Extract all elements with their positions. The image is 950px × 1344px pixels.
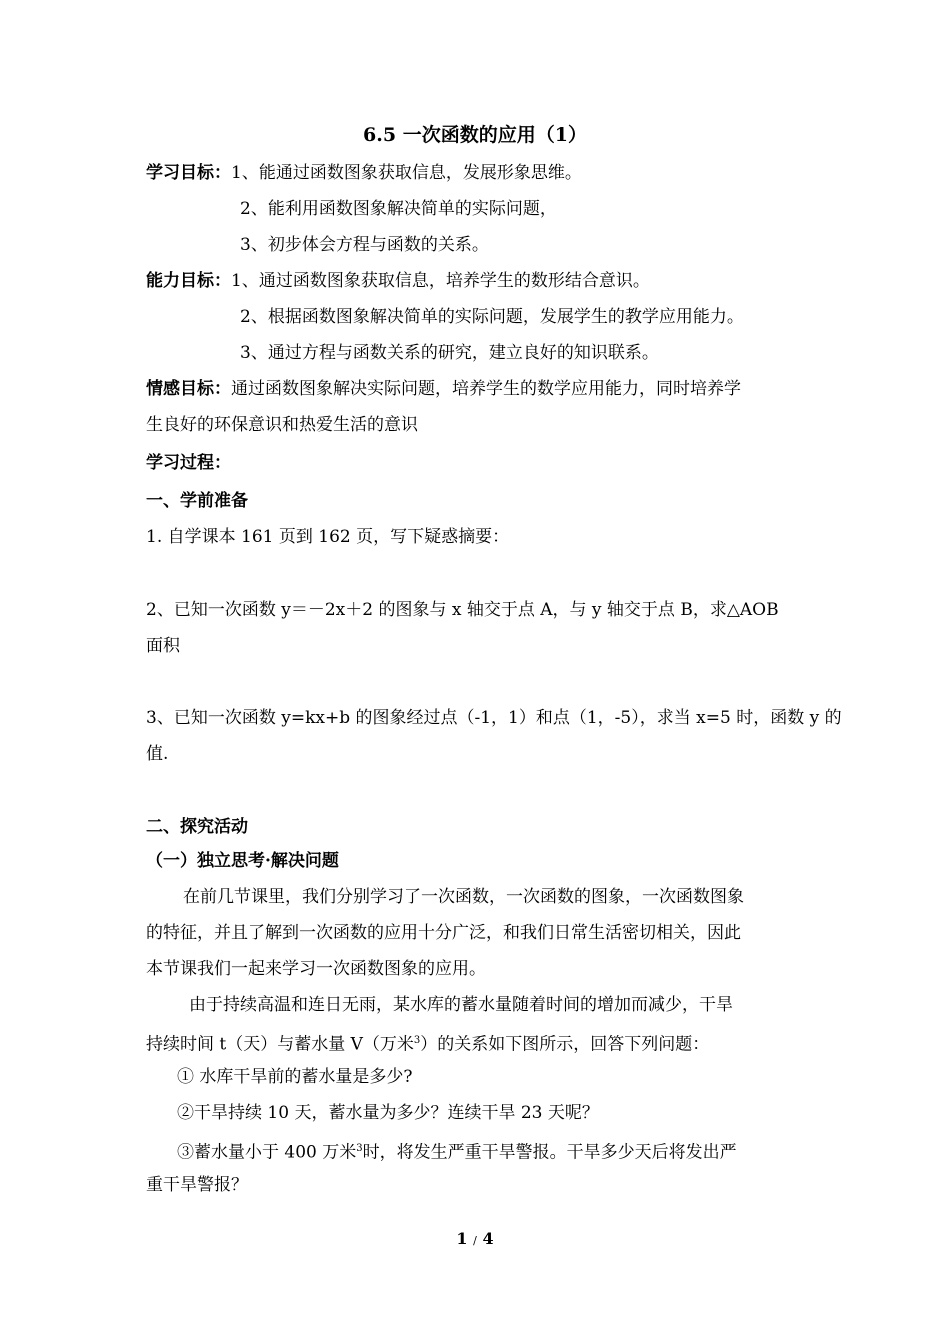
page-separator: /: [473, 1234, 477, 1247]
cube-superscript: 3: [413, 1035, 421, 1046]
emotion-goals-text-cont: 生良好的环保意识和热爱生活的意识: [146, 415, 418, 435]
question-a: ① 水库干旱前的蓄水量是多少?: [177, 1067, 413, 1087]
question-c-text-a: ③蓄水量小于 400 万米: [177, 1142, 357, 1163]
learning-goal-2: 2、能利用函数图象解决简单的实际问题，: [240, 199, 557, 219]
ability-goal-2: 2、根据函数图象解决简单的实际问题，发展学生的教学应用能力。: [240, 307, 744, 327]
current-page: 1: [456, 1229, 468, 1248]
emotion-goals-row: [146, 377, 741, 401]
prep-question-1: 1. 自学课本 161 页到 162 页，写下疑惑摘要：: [146, 527, 510, 547]
problem-paragraph-line-1: 由于持续高温和连日无雨，某水库的蓄水量随着时间的增加而减少，干旱: [189, 995, 733, 1015]
prep-question-2-cont: 面积: [146, 636, 180, 656]
problem-text-a: 持续时间 t（天）与蓄水量 V（万米: [146, 1034, 414, 1055]
problem-text-b: ）的关系如下图所示，回答下列问题：: [420, 1034, 710, 1055]
ability-goal-1: 1、通过函数图象获取信息，培养学生的数形结合意识。: [231, 271, 650, 291]
learning-goal-1: 1、能通过函数图象获取信息，发展形象思维。: [231, 163, 582, 183]
process-heading: 学习过程：: [146, 453, 231, 473]
problem-paragraph-line-2: [146, 1029, 709, 1057]
question-c-cont: 重干旱警报？: [146, 1175, 248, 1195]
learning-goals-label: 学习目标：: [146, 163, 231, 183]
question-c-text-b: 时，将发生严重干旱警报。干旱多少天后将发出严: [362, 1142, 737, 1163]
intro-paragraph-line-3: 本节课我们一起来学习一次函数图象的应用。: [146, 959, 486, 979]
intro-paragraph-line-2: 的特征，并且了解到一次函数的应用十分广泛，和我们日常生活密切相关，因此: [146, 923, 741, 943]
prep-question-3-cont: 值.: [146, 744, 169, 764]
section1-heading: 一、学前准备: [146, 491, 248, 511]
learning-goal-3: 3、初步体会方程与函数的关系。: [240, 235, 489, 255]
section2-subheading: （一）独立思考·解决问题: [146, 851, 339, 871]
question-b: ②干旱持续 10 天，蓄水量为多少？连续干旱 23 天呢？: [177, 1103, 599, 1123]
total-pages: 4: [482, 1229, 494, 1248]
cube-superscript: 3: [356, 1143, 363, 1154]
emotion-goals-text: 通过函数图象解决实际问题，培养学生的数学应用能力，同时培养学: [231, 379, 741, 399]
learning-goals-row: [146, 161, 582, 185]
ability-goals-row: [146, 269, 650, 293]
section2-heading: 二、探究活动: [146, 817, 248, 837]
prep-question-2: 2、已知一次函数 y＝－2x＋2 的图象与 x 轴交于点 A，与 y 轴交于点 B，求△AOB: [146, 600, 779, 620]
intro-paragraph-line-1: 在前几节课里，我们分别学习了一次函数，一次函数的图象，一次函数图象: [183, 887, 744, 907]
ability-goal-3: 3、通过方程与函数关系的研究，建立良好的知识联系。: [240, 343, 659, 363]
page-number: [0, 1228, 950, 1252]
question-c: [177, 1137, 737, 1165]
ability-goals-label: 能力目标：: [146, 271, 231, 291]
page-title: 6.5 一次函数的应用（1）: [363, 124, 587, 146]
emotion-goals-label: 情感目标：: [146, 379, 231, 399]
prep-question-3: 3、已知一次函数 y=kx+b 的图象经过点（-1，1）和点（1，-5），求当 x=5 时，函数 y 的: [146, 708, 842, 728]
